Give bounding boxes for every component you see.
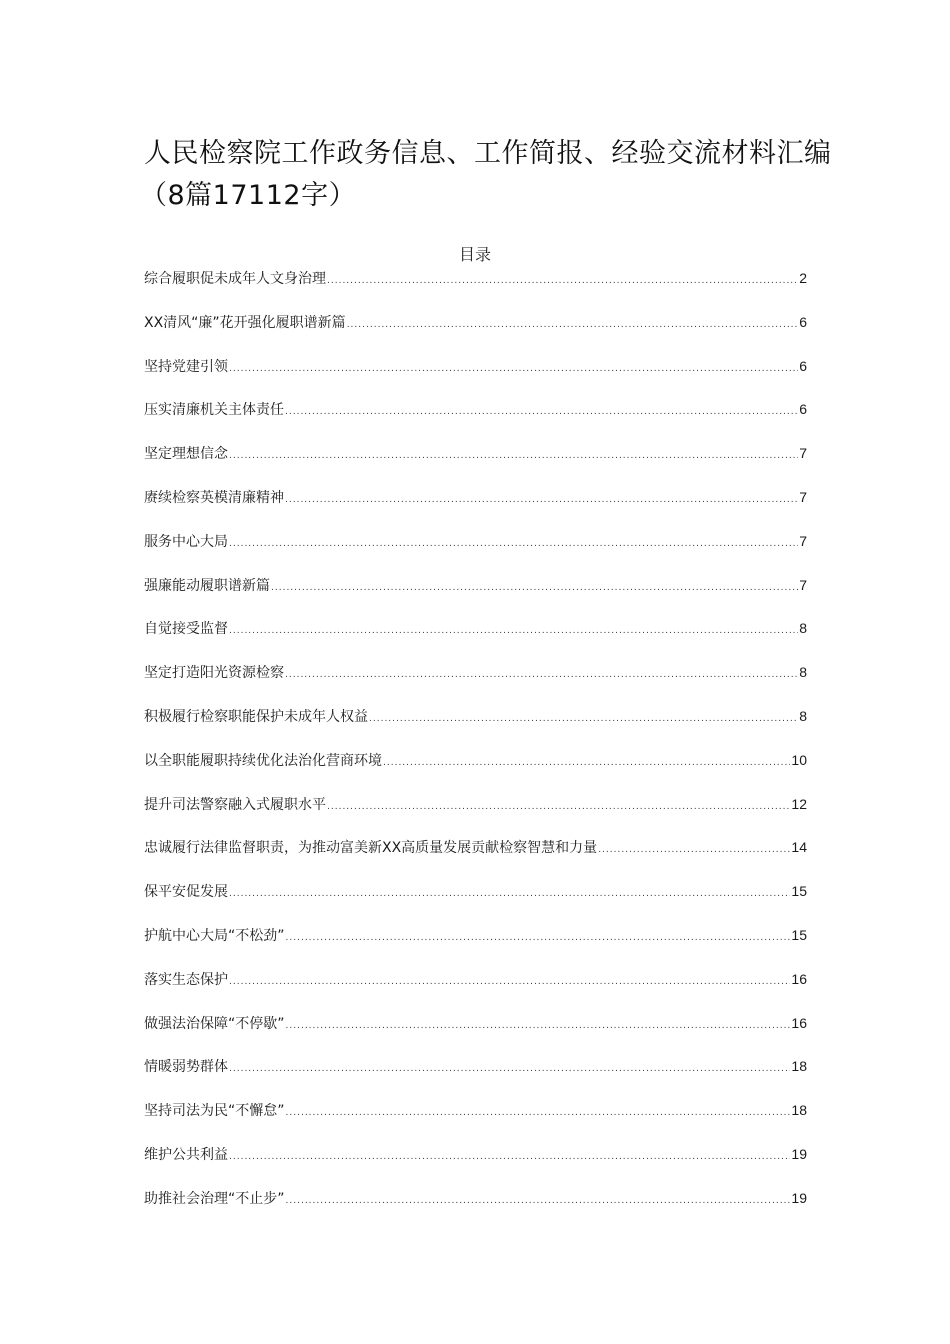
toc-entry[interactable]	[144, 355, 807, 399]
toc-entry-page-number: 2	[799, 270, 807, 286]
document-title-line-1: 人民检察院工作政务信息、工作简报、经验交流材料汇编	[144, 138, 832, 169]
toc-heading: 目录	[458, 245, 491, 264]
toc-entry[interactable]	[144, 1099, 807, 1143]
toc-entry-page-number: 12	[791, 795, 807, 812]
toc-entry[interactable]	[144, 398, 807, 442]
toc-entry-page-number: 7	[799, 445, 807, 462]
toc-dot-leader	[229, 445, 798, 467]
toc-dot-leader	[286, 1102, 791, 1124]
toc-dot-leader	[229, 1146, 790, 1168]
toc-entry[interactable]	[144, 705, 807, 749]
toc-entry-label: 忠诚履行法律监督职责，为推动富美新XX高质量发展贡献检察智慧和力量	[144, 840, 598, 857]
toc-dot-leader	[327, 270, 798, 292]
toc-entry[interactable]	[144, 530, 807, 574]
toc-entry-label: 坚持司法为民“不懈怠”	[144, 1103, 285, 1120]
toc-entry-page-number: 15	[791, 883, 807, 900]
toc-entry[interactable]	[144, 1055, 807, 1099]
toc-entry-page-number: 18	[791, 1058, 807, 1075]
toc-entry-label: 保平安促发展	[144, 884, 228, 901]
toc-entry-label: 强廉能动履职谱新篇	[144, 577, 270, 594]
toc-entry-label: 坚持党建引领	[144, 358, 228, 375]
document-title-line-2: （8篇17112字）	[140, 180, 357, 211]
toc-entry-label: 做强法治保障“不停歇”	[144, 1015, 285, 1032]
toc-entry-page-number: 16	[791, 1014, 807, 1031]
toc-entry-page-number: 8	[799, 664, 807, 681]
toc-entry-label: 助推社会治理“不止步”	[144, 1190, 285, 1207]
document-title	[140, 133, 832, 217]
toc-entry-page-number: 19	[791, 1145, 807, 1162]
toc-entry[interactable]	[144, 793, 807, 837]
toc-entry-label: 服务中心大局	[144, 533, 228, 550]
toc-dot-leader	[271, 577, 798, 599]
toc-entry-label: 坚定打造阳光资源检察	[144, 665, 284, 682]
toc-entry-page-number: 16	[791, 970, 807, 987]
toc-entry-page-number: 8	[799, 620, 807, 637]
toc-dot-leader	[347, 314, 799, 336]
toc-dot-leader	[229, 971, 790, 993]
toc-entry[interactable]	[144, 617, 807, 661]
toc-entry-page-number: 8	[799, 707, 807, 724]
toc-entry-page-number: 18	[791, 1102, 807, 1119]
toc-entry-label: 坚定理想信念	[144, 446, 228, 463]
toc-entry-page-number: 15	[791, 926, 807, 943]
toc-entry-page-number: 7	[799, 488, 807, 505]
toc-entry-page-number: 7	[799, 532, 807, 549]
toc-dot-leader	[327, 796, 790, 818]
toc-entry-label: 以全职能履职持续优化法治化营商环境	[144, 752, 382, 769]
toc-entry[interactable]	[144, 924, 807, 968]
toc-entry-page-number: 14	[791, 839, 807, 856]
toc-entry[interactable]	[144, 661, 807, 705]
toc-dot-leader	[286, 1015, 791, 1037]
toc-dot-leader	[286, 927, 791, 949]
toc-entry-label: 积极履行检察职能保护未成年人权益	[144, 708, 368, 725]
toc-entry-label: 自觉接受监督	[144, 621, 228, 638]
toc-entry-label: 赓续检察英模清廉精神	[144, 489, 284, 506]
toc-entry[interactable]	[144, 574, 807, 618]
toc-entry-page-number: 10	[791, 751, 807, 768]
toc-dot-leader	[229, 883, 790, 905]
toc-entry[interactable]	[144, 1012, 807, 1056]
toc-dot-leader	[285, 664, 798, 686]
toc-entry[interactable]	[144, 486, 807, 530]
toc-entry[interactable]	[144, 749, 807, 793]
toc-dot-leader	[229, 533, 798, 555]
toc-entry[interactable]	[144, 311, 807, 355]
toc-entry-label: 护航中心大局“不松劲”	[144, 927, 285, 944]
toc-dot-leader	[285, 489, 798, 511]
toc-dot-leader	[229, 358, 798, 380]
toc-entry-page-number: 6	[799, 357, 807, 374]
toc-entry[interactable]	[144, 267, 807, 311]
toc-entry[interactable]	[144, 880, 807, 924]
toc-dot-leader	[598, 839, 790, 861]
toc-dot-leader	[383, 752, 790, 774]
toc-dot-leader	[286, 1190, 791, 1212]
toc-dot-leader	[369, 708, 798, 730]
toc-entry-page-number: 6	[799, 401, 807, 418]
table-of-contents	[144, 267, 807, 1231]
toc-dot-leader	[285, 401, 798, 423]
toc-entry-label: 提升司法警察融入式履职水平	[144, 796, 326, 813]
toc-entry-label: 维护公共利益	[144, 1146, 228, 1163]
toc-entry[interactable]	[144, 836, 807, 880]
toc-entry-label: XX清风“廉”花开强化履职谱新篇	[144, 314, 346, 331]
toc-entry[interactable]	[144, 968, 807, 1012]
toc-entry-page-number: 19	[791, 1189, 807, 1206]
toc-dot-leader	[229, 620, 798, 642]
toc-entry-label: 落实生态保护	[144, 971, 228, 988]
toc-entry[interactable]	[144, 442, 807, 486]
toc-entry-page-number: 7	[799, 576, 807, 593]
toc-dot-leader	[229, 1058, 790, 1080]
toc-entry-label: 情暖弱势群体	[144, 1059, 228, 1076]
toc-entry-page-number: 6	[799, 313, 807, 330]
toc-entry-label: 综合履职促未成年人文身治理	[144, 271, 326, 287]
toc-entry[interactable]	[144, 1187, 807, 1231]
toc-entry-label: 压实清廉机关主体责任	[144, 402, 284, 419]
toc-entry[interactable]	[144, 1143, 807, 1187]
